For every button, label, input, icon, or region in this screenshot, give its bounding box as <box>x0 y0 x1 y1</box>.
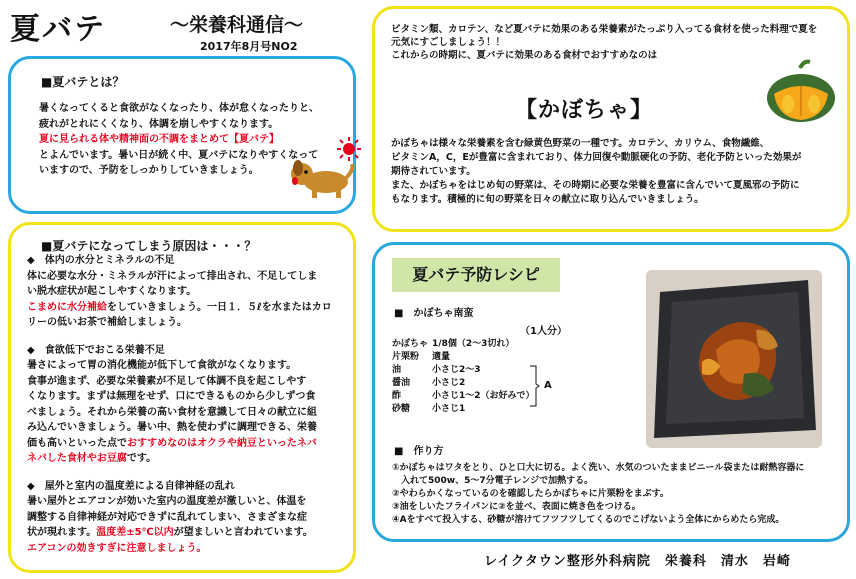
ingredient-name: 油 <box>392 365 402 375</box>
ingredient-name: 酢 <box>392 391 402 401</box>
causes-text: ◆ 体内の水分とミネラルの不足 体に必要な水分・ミネラルが汗によって排出され、不足してしま い脱水症状が起こしやすくなります。 こまめに水分補給をしていきましょう。一日１．５ℓを水またはカロ リーの低いお茶で補給しましょう。 ◆ 食欲低下でおこる栄養不足 暑さによって胃の消化機能が低下して食欲がなくなります。 食事が進まず、必要な栄養素が不足して体調不良を起こしやす くなります。まずは無理をせず、口にできるものから少しずつ食 べましょう。それから栄養の高い食材を意識して日々の献立に組 み込んでいきましょう。暑い中、熱を使わずに調理できる、栄養 価も高いといった点でおすすめなのはオクラや納豆といったネバ ネバした食材やお豆腐です。 ◆ 屋外と室内の温度差による自律神経の乱れ 暑い屋外とエアコンが効いた室内の温度差が激しいと、体温を 調整する自律神経が対応できずに乱れてしまい、さまざまな症 状が現れます。温度差±5℃以内が望ましいと言われています。 エアコンの効きすぎに注意しましょう。 <box>27 255 332 554</box>
causes-heading: ■夏バテになってしまう原因は・・・？ <box>41 239 257 253</box>
ingredient-row <box>392 349 539 362</box>
group-label-a: A <box>544 380 552 391</box>
pumpkin-icon <box>764 58 838 124</box>
ingredient-amount: 小さじ2～3 <box>432 365 481 375</box>
recipe-title: 夏バテ予防レシピ <box>392 258 560 292</box>
ingredient-name: 砂糖 <box>392 404 411 414</box>
kabocha-name: 【かぼちゃ】 <box>515 98 654 123</box>
recipe-servings: （1人分） <box>520 326 567 337</box>
footer-credit: レイクタウン整形外科病院 栄養科 清水 岩崎 <box>484 554 791 569</box>
ingredient-row <box>392 388 539 401</box>
kabocha-intro: ビタミン類、カロテン、など夏バテに効果のある栄養素がたっぷり入ってる食材を使った料理で夏を 元気にすごしましょう！！ これからの時期に、夏バテに効果のある食材でおすすめなのは <box>391 24 818 61</box>
page-title: 夏バテ <box>10 12 106 47</box>
dog-icon <box>286 156 356 200</box>
ingredient-name: かぼちゃ <box>392 339 429 349</box>
kabocha-desc: かぼちゃは様々な栄養素を含む緑黄色野菜の一種です。カロテン、カリウム、食物繊維、 ビタミンA，C，Eが豊富に含まれており、体力回復や動脈硬化の予防、老化予防といった効果が 期待されています。 また、かぼちゃをはじめ旬の野菜は、その時期に必要な栄養を豊富に含んでいて夏風邪の予防に もなります。積極的に旬の野菜を日々の献立に取り込んでいきましょう。 <box>391 138 802 205</box>
method-step: ④Aをすべて投入する、砂糖が溶けてフツフツしてくるのでこげないよう全体にからめたら完成。 <box>392 515 785 525</box>
ingredient-amount: 小さじ1～2（お好みで） <box>432 391 535 401</box>
ingredient-row <box>392 336 539 349</box>
method-step: ②やわらかくなっているのを確認したらかぼちゃに片栗粉をまぶす。 <box>392 489 669 499</box>
issue-label: 2017年8月号NO2 <box>200 40 298 53</box>
page-subtitle: ～栄養科通信～ <box>170 14 304 36</box>
group-bracket <box>528 364 540 408</box>
ingredient-row <box>392 375 539 388</box>
ingredient-row <box>392 401 539 414</box>
method-step: ③油をしいたフライパンに②を並べ、表面に焼き色をつける。 <box>392 502 641 512</box>
ingredient-amount: 1/8個（2～3切れ） <box>432 339 515 349</box>
method-step: 入れて500w、5～7分電子レンジで加熱する。 <box>392 476 594 486</box>
causes-box <box>8 222 356 573</box>
ingredient-name: 片栗粉 <box>392 352 420 362</box>
method-heading: ■ 作り方 <box>394 446 444 457</box>
dish-photo <box>646 270 822 448</box>
what-is-heading: ■夏バテとは？ <box>41 75 125 89</box>
ingredient-amount: 小さじ2 <box>432 378 466 388</box>
ingredient-name: 醤油 <box>392 378 411 388</box>
ingredient-row <box>392 362 539 375</box>
method-steps <box>392 462 832 527</box>
method-step: ①かぼちゃはワタをとり、ひと口大に切る。よく洗い、水気のついたままビニール袋または耐熱容器に <box>392 463 805 473</box>
what-is-text: 暑くなってくると食欲がなくなったり、体が怠くなったりと、 疲れがとれにくくなり、体調を崩しやすくなります。 夏に見られる体や精神面の不調をまとめて【夏バテ】 とよんでいます。暑い日が続く中、夏バテになりやすくなって いますので、予防をしっかりしていきましょう。 <box>39 103 319 176</box>
recipe-dish-name: ■ かぼちゃ南蛮 <box>394 308 474 319</box>
ingredient-amount: 適量 <box>432 352 451 362</box>
ingredient-amount: 小さじ1 <box>432 404 466 414</box>
ingredient-table <box>392 336 539 414</box>
